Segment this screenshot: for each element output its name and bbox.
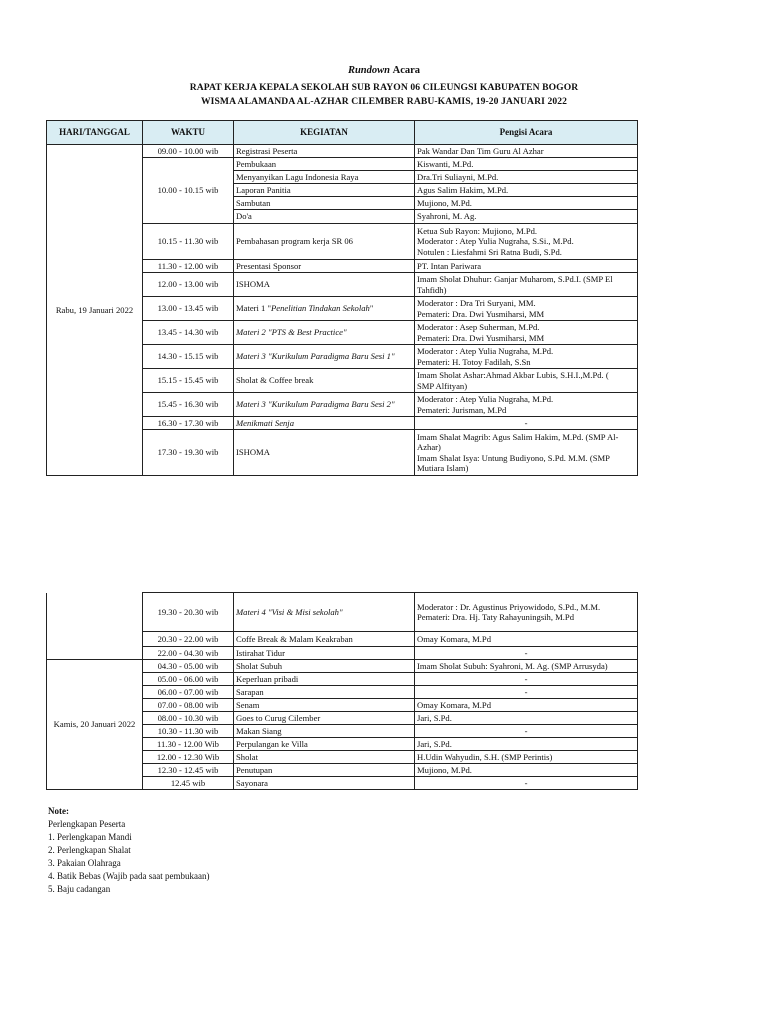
speaker-line: Imam Shalat Magrib: Agus Salim Hakim, M.Pd. (SMP Al- <box>417 431 619 442</box>
activity-cell: Presentasi Sponsor <box>234 260 415 273</box>
speaker-cell <box>415 321 638 345</box>
col-header-time: WAKTU <box>143 121 234 145</box>
speaker-line: Moderator : Dra Tri Suryani, MM. <box>417 298 536 308</box>
activity-cell: Materi 1 "Penelitian Tindakan Sekolah" <box>234 297 415 321</box>
speaker-cell <box>415 430 638 476</box>
speaker-cell: - <box>415 686 638 699</box>
speaker-line: Pemateri: Dra. Dwi Yusmiharsi, MM <box>417 308 545 319</box>
time-cell: 16.30 - 17.30 wib <box>143 417 234 430</box>
speaker-cell: - <box>415 725 638 738</box>
time-cell: 09.00 - 10.00 wib <box>143 145 234 158</box>
time-cell: 07.00 - 08.00 wib <box>143 699 234 712</box>
schedule-table-day2 <box>46 592 638 790</box>
list-item: 2. Perlengkapan Shalat <box>48 845 131 855</box>
time-cell: 12.45 wib <box>143 777 234 790</box>
time-cell: 04.30 - 05.00 wib <box>143 660 234 673</box>
list-item: 3. Pakaian Olahraga <box>48 858 121 868</box>
time-cell: 10.15 - 11.30 wib <box>143 224 234 260</box>
doc-title: Rundown Acara <box>347 65 421 76</box>
speaker-cell: Jari, S.Pd. <box>415 712 638 725</box>
notes-title: Note: <box>48 806 69 816</box>
activity-cell: Penutupan <box>234 764 415 777</box>
speaker-line: Moderator : Atep Yulia Nugraha, M.Pd. <box>417 346 554 356</box>
speaker-line: Imam Sholat Ashar:Ahmad Akbar Lubis, S.H.I.,M.Pd. ( <box>417 370 609 380</box>
doc-subtitle-venue: WISMA ALAMANDA AL-AZHAR CILEMBER RABU-KAMIS, 19-20 JANUARI 2022 <box>200 96 568 107</box>
speaker-line: Moderator : Atep Yulia Nugraha, S.Si., M.Pd. <box>417 236 574 247</box>
col-header-activity: KEGIATAN <box>234 121 415 145</box>
speaker-line: Notulen : Liesfahmi Sri Ratna Budi, S.Pd. <box>417 246 562 257</box>
activity-cell: ISHOMA <box>234 273 415 297</box>
activity-cell: Materi 3 "Kurikulum Paradigma Baru Sesi 1" <box>234 345 415 369</box>
speaker-cell <box>415 369 638 393</box>
speaker-cell: Syahroni, M. Ag. <box>415 210 638 224</box>
speaker-cell <box>415 297 638 321</box>
time-cell: 08.00 - 10.30 wib <box>143 712 234 725</box>
time-cell: 11.30 - 12.00 wib <box>143 260 234 273</box>
speaker-cell: Pak Wandar Dan Tim Guru Al Azhar <box>415 145 638 158</box>
col-header-speaker: Pengisi Acara <box>415 121 638 145</box>
speaker-cell: Jari, S.Pd. <box>415 738 638 751</box>
table-row <box>47 660 638 673</box>
speaker-line: SMP Alfityan) <box>417 380 468 391</box>
speaker-cell: - <box>415 673 638 686</box>
speaker-cell: PT. Intan Pariwara <box>415 260 638 273</box>
speaker-cell: Imam Sholat Subuh: Syahroni, M. Ag. (SMP Arrusyda) <box>415 660 638 673</box>
doc-subtitle-event: RAPAT KERJA KEPALA SEKOLAH SUB RAYON 06 CILEUNGSI KABUPATEN BOGOR <box>189 82 579 93</box>
time-cell: 06.00 - 07.00 wib <box>143 686 234 699</box>
time-cell: 15.15 - 15.45 wib <box>143 369 234 393</box>
speaker-cell: Mujiono, M.Pd. <box>415 764 638 777</box>
activity-cell: Menikmati Senja <box>234 417 415 430</box>
time-cell: 12.00 - 13.00 wib <box>143 273 234 297</box>
activity-cell: Sholat & Coffee break <box>234 369 415 393</box>
speaker-line: Imam Sholat Dhuhur: Ganjar Muharom, S.Pd.I. (SMP El <box>417 274 613 284</box>
activity-cell: Makan Siang <box>234 725 415 738</box>
activity-cell: Istirahat Tidur <box>234 647 415 660</box>
speaker-line: Pemateri: Dra. Dwi Yusmiharsi, MM <box>417 332 545 343</box>
speaker-line: Imam Shalat Isya: Untung Budiyono, S.Pd. M.M. (SMP <box>417 452 610 463</box>
activity-cell: Coffe Break & Malam Keakraban <box>234 632 415 647</box>
activity-cell: Sarapan <box>234 686 415 699</box>
time-cell: 14.30 - 15.15 wib <box>143 345 234 369</box>
schedule-table-day1 <box>46 120 638 476</box>
speaker-cell <box>415 593 638 632</box>
time-cell: 22.00 - 04.30 wib <box>143 647 234 660</box>
speaker-cell: - <box>415 777 638 790</box>
speaker-line: Azhar) <box>417 442 441 452</box>
time-cell: 10.30 - 11.30 wib <box>143 725 234 738</box>
time-cell: 12.00 - 12.30 Wib <box>143 751 234 764</box>
activity-cell: Menyanyikan Lagu Indonesia Raya <box>234 171 415 184</box>
day-cell: Kamis, 20 Januari 2022 <box>47 660 143 790</box>
time-cell: 15.45 - 16.30 wib <box>143 393 234 417</box>
speaker-line: Mutiara Islam) <box>417 463 469 473</box>
speaker-line: Pemateri: Jurisman, M.Pd <box>417 404 507 415</box>
speaker-line: Tahfidh) <box>417 284 447 295</box>
time-cell: 17.30 - 19.30 wib <box>143 430 234 476</box>
time-cell: 19.30 - 20.30 wib <box>143 593 234 632</box>
time-cell: 05.00 - 06.00 wib <box>143 673 234 686</box>
speaker-line: Moderator : Atep Yulia Nugraha, M.Pd. <box>417 394 554 404</box>
activity-cell: Materi 2 "PTS & Best Practice" <box>234 321 415 345</box>
activity-cell: Goes to Curug Cilember <box>234 712 415 725</box>
speaker-line: Pemateri: H. Totoy Fadilah, S.Sn <box>417 356 531 367</box>
speaker-cell: Agus Salim Hakim, M.Pd. <box>415 184 638 197</box>
activity-cell: Materi 4 "Visi & Misi sekolah" <box>234 593 415 632</box>
activity-cell: Keperluan pribadi <box>234 673 415 686</box>
table-row <box>47 593 638 632</box>
time-cell: 11.30 - 12.00 Wib <box>143 738 234 751</box>
speaker-cell: - <box>415 417 638 430</box>
activity-cell: Materi 3 "Kurikulum Paradigma Baru Sesi 2" <box>234 393 415 417</box>
speaker-cell: Mujiono, M.Pd. <box>415 197 638 210</box>
activity-cell: Do'a <box>234 210 415 224</box>
speaker-cell: H.Udin Wahyudin, S.H. (SMP Perintis) <box>415 751 638 764</box>
time-cell: 12.30 - 12.45 wib <box>143 764 234 777</box>
activity-cell: Laporan Panitia <box>234 184 415 197</box>
speaker-cell <box>415 345 638 369</box>
speaker-cell <box>415 273 638 297</box>
list-item: 5. Baju cadangan <box>48 884 111 894</box>
activity-cell: Sholat Subuh <box>234 660 415 673</box>
speaker-cell: - <box>415 647 638 660</box>
col-header-day: HARI/TANGGAL <box>47 121 143 145</box>
activity-cell: Pembukaan <box>234 158 415 171</box>
list-item: 1. Perlengkapan Mandi <box>48 832 132 842</box>
activity-cell: Senam <box>234 699 415 712</box>
speaker-cell: Kiswanti, M.Pd. <box>415 158 638 171</box>
speaker-line: Moderator : Asep Suherman, M.Pd. <box>417 322 540 332</box>
notes-section <box>48 805 209 896</box>
speaker-cell <box>415 393 638 417</box>
speaker-cell: Omay Komara, M.Pd <box>415 632 638 647</box>
day-cell-continued <box>47 593 143 660</box>
speaker-line: Moderator : Dr. Agustinus Priyowidodo, S.Pd., M.M. <box>417 601 601 612</box>
activity-cell: Perpulangan ke Villa <box>234 738 415 751</box>
time-cell: 10.00 - 10.15 wib <box>143 158 234 224</box>
speaker-cell <box>415 224 638 260</box>
speaker-line: Ketua Sub Rayon: Mujiono, M.Pd. <box>417 225 538 236</box>
speaker-cell: Dra.Tri Suliayni, M.Pd. <box>415 171 638 184</box>
activity-cell: Sambutan <box>234 197 415 210</box>
notes-subtitle: Perlengkapan Peserta <box>48 819 126 829</box>
time-cell: 13.45 - 14.30 wib <box>143 321 234 345</box>
speaker-cell: Omay Komara, M.Pd <box>415 699 638 712</box>
activity-cell: Sayonara <box>234 777 415 790</box>
activity-cell: Registrasi Peserta <box>234 145 415 158</box>
list-item: 4. Batik Bebas (Wajib pada saat pembukaan) <box>48 871 210 881</box>
day-cell: Rabu, 19 Januari 2022 <box>47 145 143 476</box>
time-cell: 20.30 - 22.00 wib <box>143 632 234 647</box>
table-row <box>47 145 638 158</box>
table-header-row <box>47 121 638 145</box>
activity-cell: Pembahasan program kerja SR 06 <box>234 224 415 260</box>
time-cell: 13.00 - 13.45 wib <box>143 297 234 321</box>
activity-cell: ISHOMA <box>234 430 415 476</box>
speaker-line: Pemateri: Dra. Hj. Taty Rahayuningsih, M.Pd <box>417 612 575 622</box>
activity-cell: Sholat <box>234 751 415 764</box>
